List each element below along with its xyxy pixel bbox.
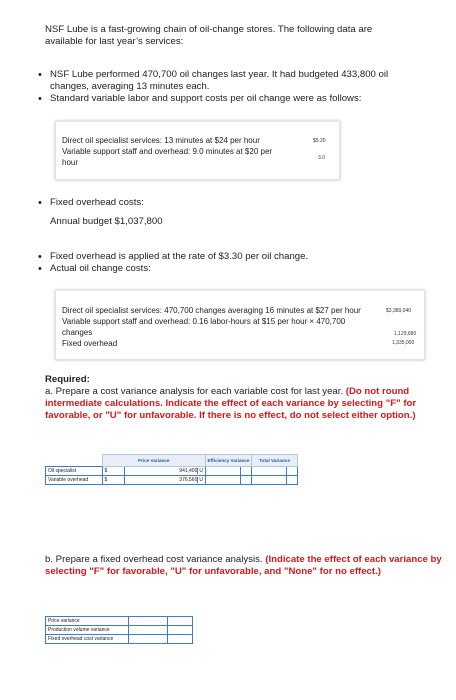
bullet-standard-costs-text: Standard variable labor and support costs per oil change were as follows:: [50, 93, 362, 104]
production-volume-variance-input[interactable]: [129, 626, 168, 635]
row-label-oil-specialist: Oil specialist: [46, 467, 103, 476]
standard-row-1: Direct oil specialist services: 13 minutes at $24 per hour: [62, 136, 260, 145]
bullet-actual-costs: [50, 263, 151, 275]
vo-total-variance-input[interactable]: [252, 476, 287, 485]
vo-price-variance-input[interactable]: 376,560 U: [124, 476, 205, 485]
fixed-price-variance-input[interactable]: [129, 617, 168, 626]
bullet-standard-costs: [50, 93, 361, 105]
standard-row-2-line-2: hour: [62, 158, 79, 167]
standard-costs-panel: [55, 121, 340, 180]
table-row: [46, 476, 298, 485]
vo-total-effect-select[interactable]: [287, 476, 298, 485]
required-a-prefix: a. Prepare a cost variance analysis for each variable cost for last year.: [45, 386, 344, 397]
oil-price-effect-select[interactable]: U: [199, 468, 203, 474]
required-a-instructions: (Do not round intermediate calculations. Indicate the effect of each variance by selecting "F" for favorable, or "U" for unfavorable. If there is no effect, do not select either option.): [45, 386, 417, 421]
dollar-sign: $: [102, 467, 124, 476]
required-b-instructions: (Indicate the effect of each variance by selecting "F" for favorable, "U" for unfavorable, and "None" for no effect.): [45, 554, 442, 577]
oil-efficiency-variance-input[interactable]: [206, 467, 241, 476]
actual-row-3-value: 1,335,000: [392, 340, 415, 346]
actual-row-3: Fixed overhead: [62, 339, 118, 348]
fixed-price-effect-select[interactable]: [168, 617, 193, 626]
required-heading: Required:: [45, 374, 90, 385]
bullet-oil-changes-line-1: NSF Lube performed 470,700 oil changes last year. It had budgeted 433,800 oil: [50, 69, 389, 80]
production-volume-effect-select[interactable]: [168, 626, 193, 635]
standard-row-2-value: 3.0: [318, 155, 325, 161]
bullet-fixed-applied-text: Fixed overhead is applied at the rate of $3.30 per oil change.: [50, 251, 309, 262]
actual-row-2-line-1: Variable support staff and overhead: 0.16 labor-hours at $15 per hour × 470,700: [62, 317, 346, 326]
oil-efficiency-effect-select[interactable]: [241, 467, 252, 476]
header-efficiency-variance: Efficiency Variance: [206, 455, 252, 467]
actual-row-2-line-2: changes: [62, 328, 93, 337]
intro-line-1: NSF Lube is a fast-growing chain of oil-change stores. The following data are: [45, 24, 373, 35]
bullet-oil-changes: [50, 69, 388, 81]
standard-row-1-value: $5.20: [313, 138, 326, 144]
standard-row-2-line-1: Variable support staff and overhead: 9.0 minutes at $20 per: [62, 147, 273, 156]
oil-total-variance-input[interactable]: [252, 467, 287, 476]
required-part-b: [45, 554, 445, 578]
bullet-fixed-overhead-text: Fixed overhead costs:: [50, 197, 144, 208]
actual-costs-panel: [55, 290, 425, 360]
fixed-budget: Annual budget $1,037,800: [50, 216, 163, 227]
vo-efficiency-effect-select[interactable]: [241, 476, 252, 485]
variable-variance-table: [45, 454, 298, 485]
intro-line-2: available for last year’s services:: [45, 36, 184, 47]
table-row: [46, 467, 298, 476]
row-label-price-variance: Price variance: [46, 617, 129, 626]
header-total-variance: Total Variance: [252, 455, 298, 467]
actual-row-2-value: 1,129,680: [394, 331, 417, 337]
oil-price-variance-input[interactable]: 941,400 U: [124, 467, 205, 476]
vo-price-effect-select[interactable]: U: [199, 477, 203, 483]
required-part-a: [45, 386, 440, 422]
row-label-fixed-overhead-cost-variance: Fixed overhead cost variance: [46, 635, 129, 644]
fixed-overhead-cost-effect-select[interactable]: [168, 635, 193, 644]
dollar-sign: $: [102, 476, 124, 485]
table-row: [46, 617, 193, 626]
bullet-actual-costs-text: Actual oil change costs:: [50, 263, 151, 274]
table-row: [46, 626, 193, 635]
fixed-variance-table: [45, 616, 193, 644]
required-b-prefix: b. Prepare a fixed overhead cost variance analysis.: [45, 554, 263, 565]
actual-row-1: Direct oil specialist services: 470,700 changes averaging 16 minutes at $27 per hour: [62, 306, 361, 315]
table-row: [46, 635, 193, 644]
row-label-production-volume-variance: Production volume variance: [46, 626, 129, 635]
fixed-overhead-cost-variance-input[interactable]: [129, 635, 168, 644]
actual-row-1-value: $3,389,040: [386, 308, 412, 314]
vo-efficiency-variance-input[interactable]: [206, 476, 241, 485]
row-label-variable-overhead: Variable overhead: [46, 476, 103, 485]
bullet-oil-changes-line-2: changes, averaging 13 minutes each.: [50, 81, 210, 92]
bullet-fixed-overhead: [50, 197, 144, 209]
header-price-variance: Price Variance: [102, 455, 206, 467]
oil-total-effect-select[interactable]: [287, 467, 298, 476]
bullet-fixed-applied: [50, 251, 308, 263]
